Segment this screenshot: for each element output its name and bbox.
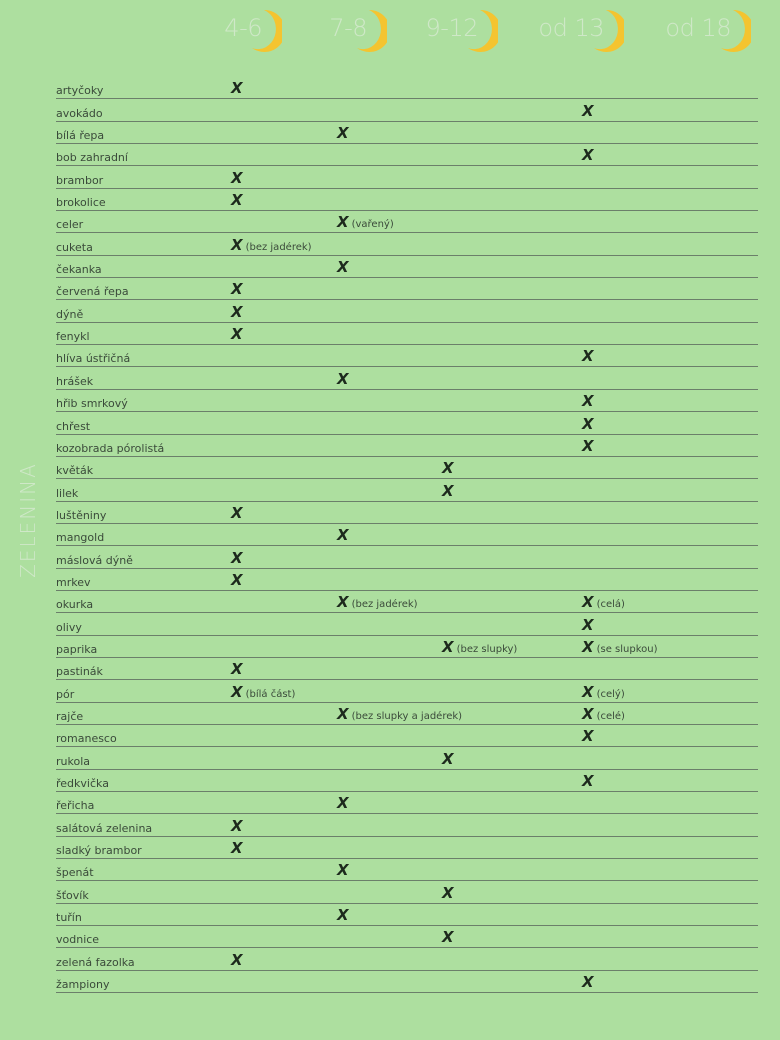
- vegetable-name: rukola: [56, 754, 90, 768]
- x-mark: X: [582, 772, 594, 790]
- age-mark: [231, 302, 243, 321]
- x-mark: X: [231, 503, 243, 522]
- vegetable-name: bob zahradní: [56, 151, 128, 165]
- vegetable-name: chřest: [56, 419, 91, 433]
- x-mark: X: [337, 794, 349, 813]
- vegetable-name: brokolice: [56, 196, 106, 210]
- mark-note: (celé): [596, 710, 625, 722]
- x-mark: X: [337, 213, 349, 232]
- table-row: [56, 435, 758, 457]
- age-mark: [582, 771, 594, 790]
- table-row: [56, 859, 758, 881]
- table-row: [56, 569, 758, 591]
- age-mark: [442, 458, 454, 477]
- x-mark: X: [337, 124, 349, 143]
- x-mark: X: [231, 660, 243, 679]
- age-mark: [231, 950, 243, 969]
- x-mark: X: [582, 414, 594, 433]
- table-row: [56, 122, 758, 144]
- table-row: [56, 680, 758, 702]
- vegetable-name: romanesco: [56, 732, 117, 746]
- age-mark: [337, 123, 349, 142]
- x-mark: X: [231, 950, 243, 969]
- table-row: [56, 233, 758, 255]
- mark-note: (bez slupky a jadérek): [351, 710, 463, 722]
- age-mark: [231, 838, 243, 857]
- x-mark: X: [582, 347, 594, 366]
- table-row: [56, 881, 758, 903]
- table-row: [56, 323, 758, 345]
- table-row: [56, 412, 758, 434]
- age-mark: [337, 369, 349, 388]
- table-row: [56, 457, 758, 479]
- table-row: [56, 725, 758, 747]
- table-row: [56, 658, 758, 680]
- x-mark: X: [337, 906, 349, 925]
- table-row: [56, 546, 758, 568]
- age-mark: [337, 704, 462, 723]
- table-row: [56, 792, 758, 814]
- vegetable-name: máslová dýně: [56, 553, 133, 567]
- vegetable-name: červená řepa: [56, 285, 129, 299]
- vegetable-name: brambor: [56, 173, 104, 187]
- table-row: [56, 256, 758, 278]
- vegetable-name: čekanka: [56, 263, 102, 277]
- age-label: 7-8: [329, 14, 367, 42]
- table-row: [56, 479, 758, 501]
- x-mark: X: [231, 816, 243, 835]
- mark-note: (bez slupky): [456, 643, 518, 655]
- section-label-text: ZELENINA: [16, 462, 40, 578]
- table-row: [56, 814, 758, 836]
- age-mark: [231, 682, 295, 701]
- age-mark: [231, 548, 243, 567]
- table-row: [56, 703, 758, 725]
- table-row: [56, 926, 758, 948]
- table-row: [56, 144, 758, 166]
- age-mark: [337, 592, 418, 611]
- table-row: [56, 747, 758, 769]
- mark-note: (bílá část): [245, 688, 296, 700]
- age-mark: [582, 346, 594, 365]
- mark-note: (bez jadérek): [245, 241, 312, 253]
- vegetable-name: okurka: [56, 598, 94, 612]
- mark-note: (celá): [596, 599, 625, 611]
- vegetable-name: salátová zelenina: [56, 821, 153, 835]
- vegetable-name: hřib smrkový: [56, 397, 128, 411]
- x-mark: X: [442, 928, 454, 947]
- x-mark: X: [337, 593, 349, 612]
- table-row: [56, 345, 758, 367]
- vegetable-name: hrášek: [56, 374, 94, 388]
- mark-note: (se slupkou): [596, 643, 658, 655]
- vegetable-table: [56, 77, 758, 993]
- x-mark: X: [231, 235, 243, 254]
- x-mark: X: [337, 526, 349, 545]
- x-mark: X: [442, 749, 454, 768]
- age-mark: [231, 168, 243, 187]
- x-mark: X: [582, 704, 594, 723]
- vegetable-name: celer: [56, 218, 84, 232]
- age-mark: [231, 190, 243, 209]
- age-mark: [582, 436, 594, 455]
- vegetable-name: dýně: [56, 307, 84, 321]
- x-mark: X: [582, 392, 594, 411]
- age-mark: [231, 659, 243, 678]
- table-row: [56, 211, 758, 233]
- vegetable-name: mrkev: [56, 575, 91, 589]
- x-mark: X: [231, 682, 243, 701]
- table-row: [56, 278, 758, 300]
- age-mark: [337, 525, 349, 544]
- x-mark: X: [582, 615, 594, 634]
- vegetable-name: lilek: [56, 486, 79, 500]
- x-mark: X: [582, 436, 594, 455]
- x-mark: X: [337, 369, 349, 388]
- vegetable-name: kozobrada pórolistá: [56, 441, 165, 455]
- vegetable-name: tuřín: [56, 911, 82, 925]
- vegetable-name: bílá řepa: [56, 129, 105, 143]
- x-mark: X: [582, 637, 594, 656]
- x-mark: X: [582, 146, 594, 165]
- vegetable-name: hlíva ústřičná: [56, 352, 131, 366]
- vegetable-name: avokádo: [56, 106, 103, 120]
- x-mark: X: [231, 302, 243, 321]
- age-mark: [582, 972, 594, 991]
- x-mark: X: [337, 704, 349, 723]
- age-mark: [582, 101, 594, 120]
- mark-note: (bez jadérek): [351, 599, 418, 611]
- age-mark: [231, 816, 243, 835]
- x-mark: X: [337, 258, 349, 277]
- table-row: [56, 904, 758, 926]
- vegetable-name: žampiony: [56, 978, 110, 992]
- age-mark: [582, 414, 594, 433]
- age-column-header-0: [200, 8, 282, 56]
- age-mark: [442, 927, 454, 946]
- table-row: [56, 367, 758, 389]
- age-mark: [337, 793, 349, 812]
- x-mark: X: [231, 280, 243, 299]
- age-label: od 18: [665, 14, 731, 42]
- age-mark: [582, 704, 625, 723]
- age-header: [0, 8, 780, 58]
- table-row: [56, 770, 758, 792]
- vegetable-name: květák: [56, 464, 94, 478]
- x-mark: X: [582, 593, 594, 612]
- x-mark: X: [582, 101, 594, 120]
- table-row: [56, 189, 758, 211]
- x-mark: X: [442, 883, 454, 902]
- x-mark: X: [582, 682, 594, 701]
- x-mark: X: [337, 861, 349, 880]
- age-mark: [442, 883, 454, 902]
- table-row: [56, 613, 758, 635]
- mark-note: (vařený): [351, 219, 394, 231]
- x-mark: X: [231, 548, 243, 567]
- vegetable-name: mangold: [56, 531, 105, 545]
- age-mark: [582, 637, 658, 656]
- age-mark: [582, 682, 625, 701]
- table-row: [56, 948, 758, 970]
- age-column-header-1: [305, 8, 387, 56]
- table-row: [56, 971, 758, 993]
- table-row: [56, 636, 758, 658]
- table-row: [56, 591, 758, 613]
- vegetable-name: pastinák: [56, 665, 103, 679]
- vegetable-name: luštěniny: [56, 508, 107, 522]
- age-mark: [442, 749, 454, 768]
- vegetable-name: vodnice: [56, 933, 100, 947]
- age-mark: [582, 145, 594, 164]
- table-row: [56, 837, 758, 859]
- age-label: od 13: [538, 14, 604, 42]
- vegetable-name: pór: [56, 687, 75, 701]
- table-row: [56, 390, 758, 412]
- x-mark: X: [442, 637, 454, 656]
- age-mark: [231, 503, 243, 522]
- table-row: [56, 524, 758, 546]
- vegetable-name: zelená fazolka: [56, 955, 135, 969]
- x-mark: X: [442, 481, 454, 500]
- vegetable-name: řeřicha: [56, 799, 95, 813]
- x-mark: X: [231, 570, 243, 589]
- age-mark: [337, 257, 349, 276]
- age-mark: [582, 615, 594, 634]
- age-column-header-4: [655, 8, 751, 56]
- vegetable-name: šťovík: [56, 888, 89, 902]
- vegetable-name: ředkvička: [56, 777, 109, 790]
- age-mark: [582, 391, 594, 410]
- x-mark: X: [231, 325, 243, 344]
- table-row: [56, 77, 758, 99]
- age-column-header-2: [412, 8, 498, 56]
- x-mark: X: [442, 459, 454, 478]
- vegetable-name: fenykl: [56, 330, 90, 344]
- vegetable-name: rajče: [56, 709, 84, 723]
- age-mark: [231, 78, 243, 97]
- x-mark: X: [231, 839, 243, 858]
- age-column-header-3: [528, 8, 624, 56]
- age-label: 4-6: [224, 14, 262, 42]
- x-mark: X: [582, 727, 594, 746]
- vegetable-name: špenát: [56, 866, 94, 880]
- table-row: [56, 300, 758, 322]
- vegetable-name: cuketa: [56, 240, 93, 254]
- age-mark: [337, 860, 349, 879]
- x-mark: X: [231, 168, 243, 187]
- age-mark: [231, 235, 312, 254]
- age-mark: [442, 481, 454, 500]
- table-row: [56, 166, 758, 188]
- age-mark: [231, 279, 243, 298]
- age-mark: [231, 570, 243, 589]
- age-mark: [231, 324, 243, 343]
- age-mark: [337, 905, 349, 924]
- table-row: [56, 502, 758, 524]
- x-mark: X: [582, 973, 594, 992]
- vegetable-name: sladký brambor: [56, 844, 142, 858]
- section-label: [15, 455, 41, 585]
- x-mark: X: [231, 79, 243, 98]
- age-mark: [582, 726, 594, 745]
- vegetable-name: paprika: [56, 642, 98, 656]
- age-label: 9-12: [425, 14, 478, 42]
- age-mark: [337, 212, 394, 231]
- x-mark: X: [231, 191, 243, 210]
- age-mark: [582, 592, 625, 611]
- vegetable-name: olivy: [56, 620, 82, 634]
- vegetable-name: artyčoky: [56, 84, 104, 98]
- mark-note: (celý): [596, 688, 625, 700]
- age-mark: [442, 637, 517, 656]
- table-row: [56, 99, 758, 121]
